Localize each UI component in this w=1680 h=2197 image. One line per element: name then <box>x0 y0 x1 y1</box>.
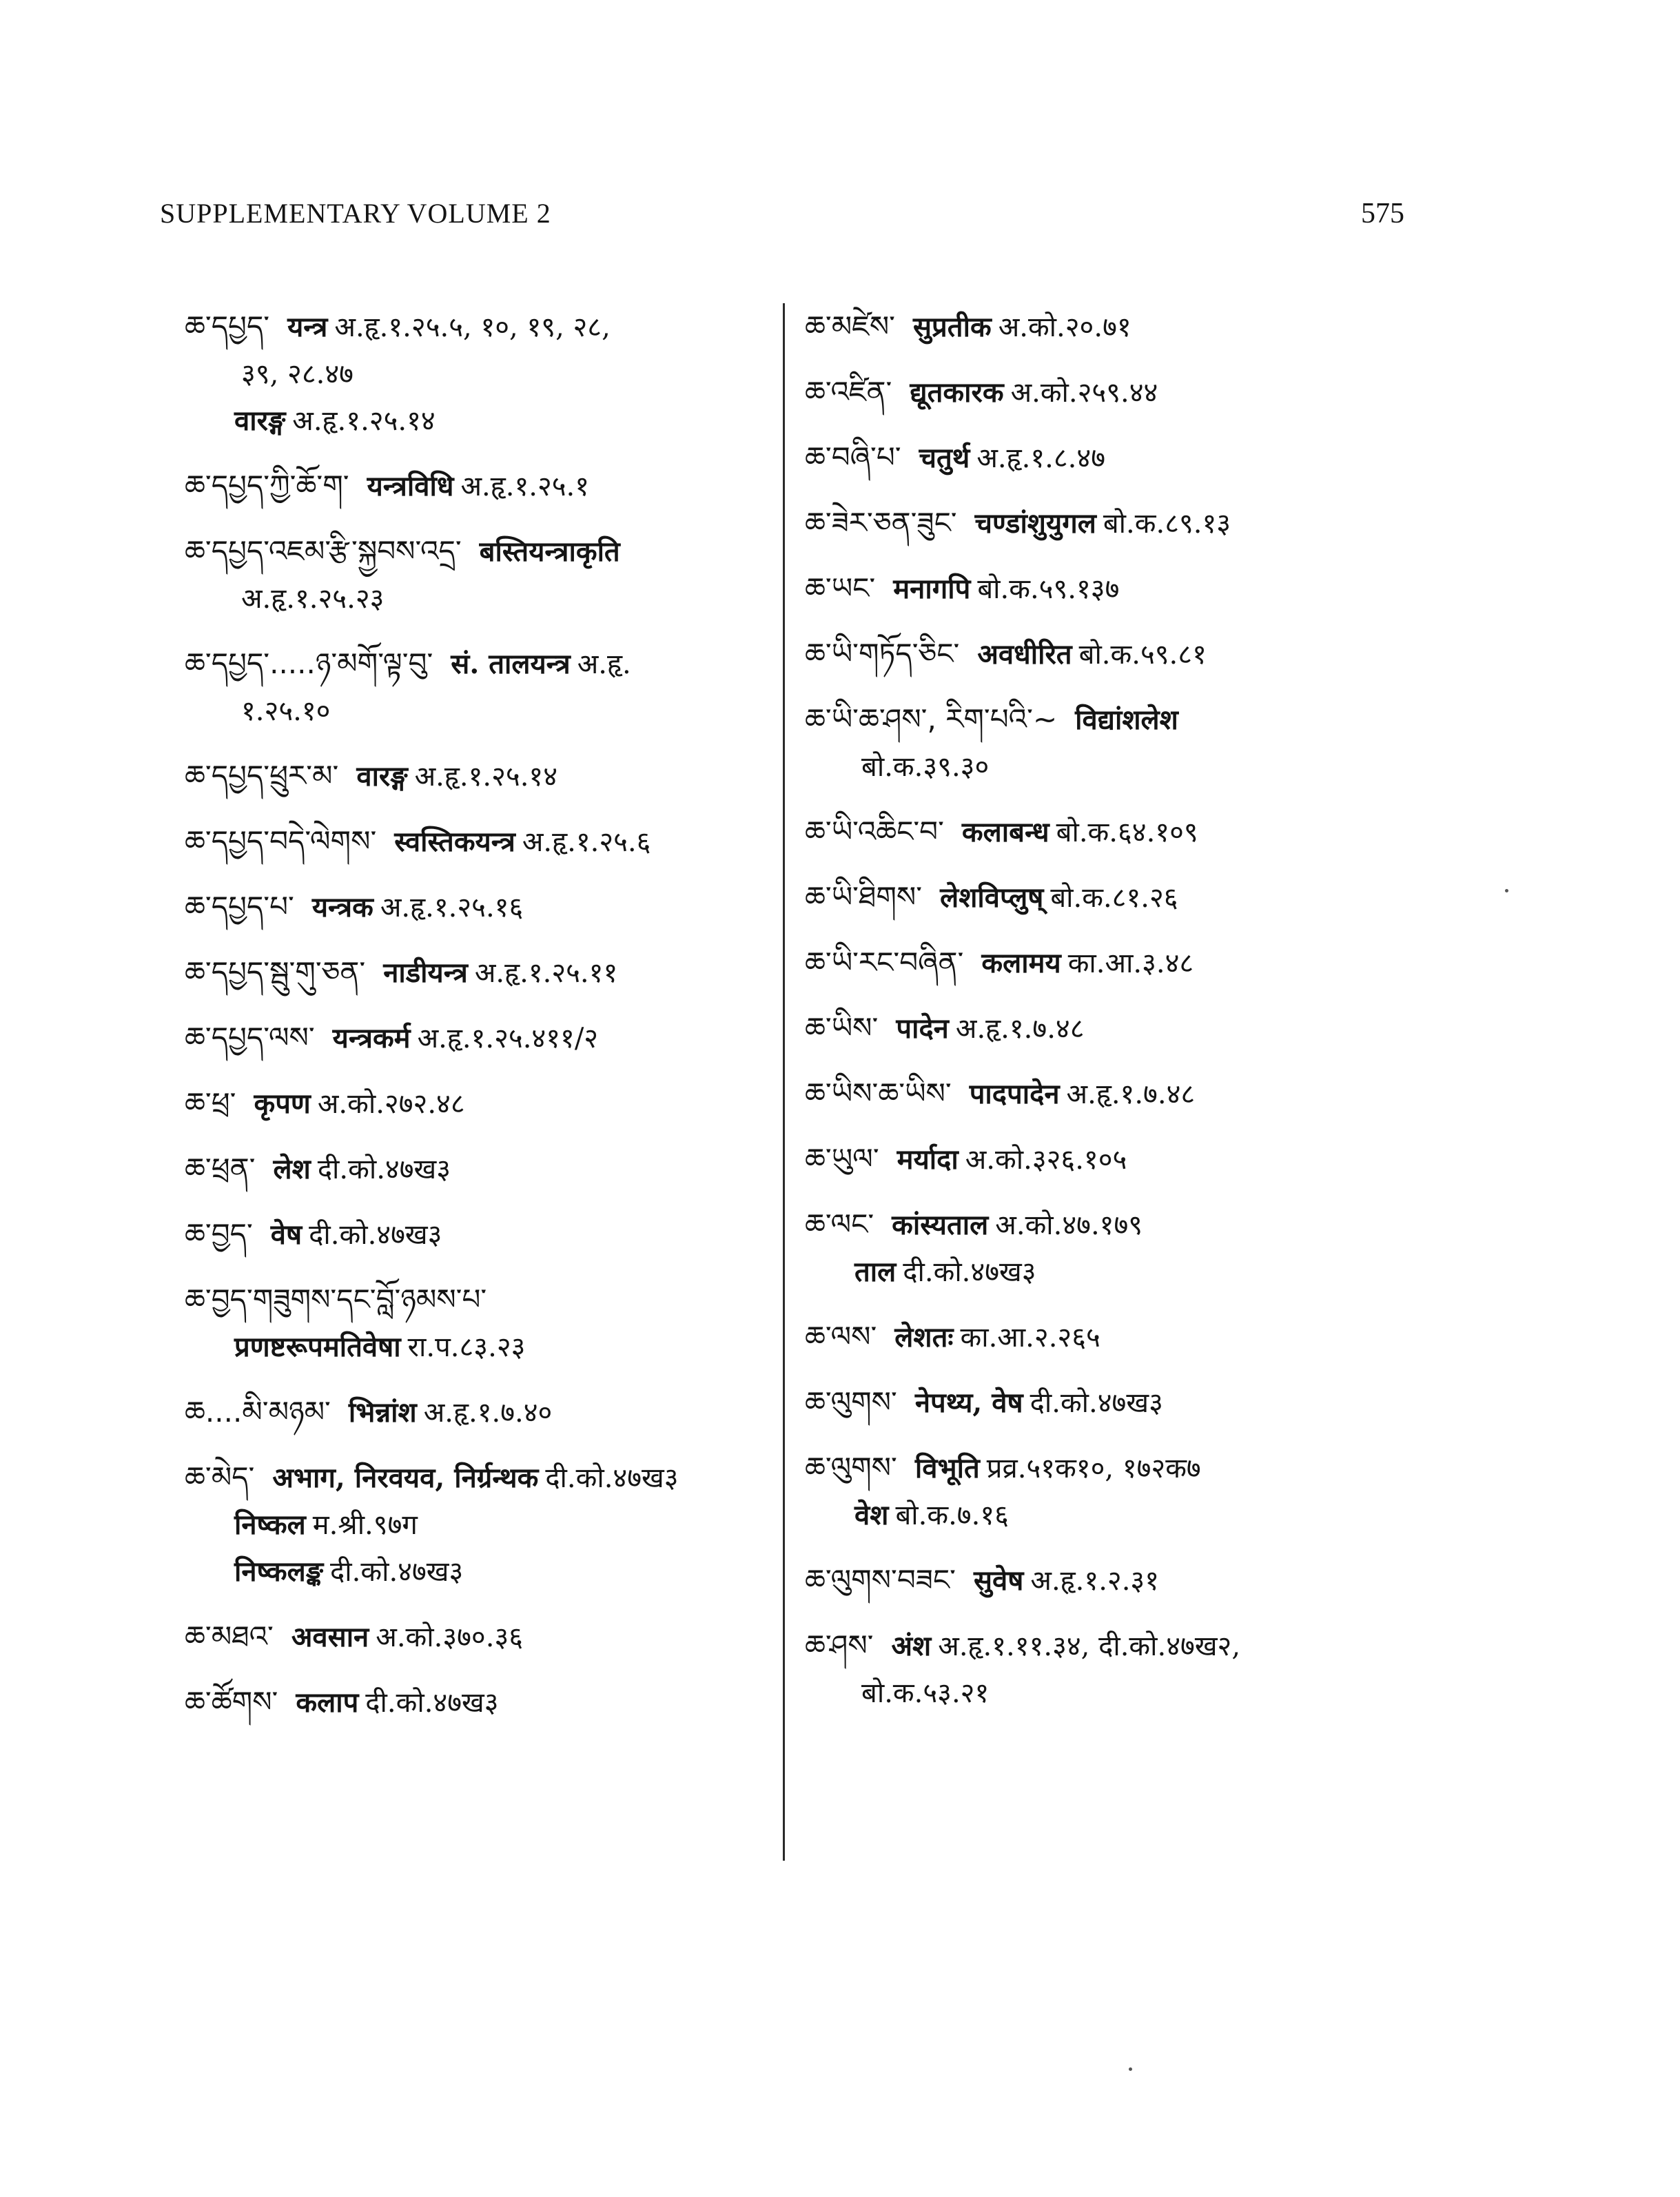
continuation-line <box>185 398 770 444</box>
sanskrit-equivalent: यन्त्रविधि <box>367 470 454 502</box>
sanskrit-equivalent: पादपादेन <box>969 1078 1060 1110</box>
tibetan-headword: ཆ་དཔྱད་བདེ་ལེགས་ <box>185 824 377 858</box>
source-reference: अ.को.४७.१७९ <box>995 1209 1143 1241</box>
dictionary-entry <box>185 1679 770 1726</box>
dictionary-entry <box>185 1080 770 1127</box>
dictionary-entry <box>805 369 1425 416</box>
continuation-line <box>805 1492 1425 1539</box>
tibetan-headword: ཆ་དཔྱད་.....ཉ་མགོ་ལྟ་བུ་ <box>185 646 433 680</box>
continuation-line <box>185 575 770 622</box>
dictionary-entry <box>805 1314 1425 1361</box>
source-reference: बो.क.८१.२६ <box>1050 882 1178 914</box>
source-reference: अ.हृ.१.२५.१६ <box>380 892 524 923</box>
source-reference: अ.हृ.१.२५.५, १०, १९, २८, <box>334 311 611 343</box>
tibetan-headword: ཆ་དཔྱད་ཀྱི་ཆོ་ག་ <box>185 469 349 502</box>
sanskrit-equivalent: सुप्रतीक <box>913 311 992 343</box>
tibetan-headword: ཆ་ཟེར་ཅན་ཟུང་ <box>805 506 957 540</box>
source-reference: दी.को.४७ख३ <box>545 1462 679 1494</box>
dictionary-entry <box>805 1070 1425 1118</box>
dictionary-entry <box>185 753 770 800</box>
source-reference: ३९, २८.४७ <box>241 358 354 390</box>
source-reference: बो.क.८९.१३ <box>1103 508 1231 540</box>
sanskrit-equivalent: बस्तियन्त्राकृति <box>479 535 620 568</box>
tibetan-headword: ཆ་ལང་ <box>805 1207 874 1241</box>
sanskrit-equivalent: निष्कलङ्क <box>234 1555 324 1588</box>
sanskrit-equivalent: अंश <box>891 1630 932 1662</box>
tibetan-headword: ཆ་ཡུལ་ <box>805 1142 879 1176</box>
dictionary-entry <box>185 303 770 444</box>
tibetan-headword: ཆ་ཡི་འཆིང་བ་ <box>805 815 944 848</box>
sanskrit-equivalent: विद्यांशलेश <box>1075 704 1178 736</box>
tibetan-headword: ཆ་ཡི་ཐིགས་ <box>805 880 923 914</box>
scan-speck <box>1129 2067 1132 2071</box>
source-reference: दी.को.४७ख३ <box>1029 1387 1163 1419</box>
continuation-line <box>185 1549 770 1595</box>
source-reference: अ.हृ.१.२५.६ <box>522 826 651 858</box>
dictionary-entry <box>185 1389 770 1436</box>
source-reference: अ.हृ. <box>577 648 631 680</box>
page-number: 575 <box>1361 198 1404 229</box>
source-reference: १.२५.१० <box>241 695 331 727</box>
sanskrit-equivalent: द्यूतकारक <box>910 376 1004 409</box>
continuation-line <box>185 688 770 735</box>
dictionary-entry <box>805 1444 1425 1539</box>
dictionary-entry <box>185 1613 770 1661</box>
page-header <box>160 197 1404 238</box>
sanskrit-equivalent: यन्त्रकर्म <box>332 1022 411 1054</box>
dictionary-entry <box>185 1014 770 1062</box>
dictionary-entry <box>805 939 1425 987</box>
source-reference: बो.क.५९.८१ <box>1078 639 1207 671</box>
tibetan-headword: ཆ་དཔྱད་ལས་ <box>185 1021 315 1054</box>
tibetan-headword: ཆ་ཚོགས་ <box>185 1685 278 1719</box>
source-reference: प्रव्र.५१क१०, १७२क७ <box>986 1453 1201 1484</box>
source-reference: अ.हृ.१.२.३१ <box>1030 1565 1160 1597</box>
sanskrit-equivalent: सुवेष <box>974 1564 1024 1597</box>
source-reference: दी.को.४७ख३ <box>903 1256 1036 1288</box>
dictionary-entry <box>805 1622 1425 1717</box>
sanskrit-equivalent: अवधीरित <box>977 638 1072 671</box>
dictionary-entry <box>185 640 770 735</box>
tibetan-headword: ཆ....མི་མཉམ་ <box>185 1395 331 1429</box>
dictionary-entry <box>805 1201 1425 1296</box>
dictionary-entry <box>185 462 770 510</box>
source-reference: दी.को.४७ख३ <box>309 1219 442 1251</box>
dictionary-entry <box>805 808 1425 856</box>
source-reference: अ.हृ.१.२५.१४ <box>292 405 436 437</box>
sanskrit-equivalent: विभूति <box>914 1452 980 1484</box>
sanskrit-equivalent: लेश <box>273 1153 311 1185</box>
sanskrit-equivalent: प्रणष्टरूपमतिवेषा <box>234 1331 401 1363</box>
dictionary-entry <box>185 883 770 931</box>
tibetan-headword: ཆ་མེད་ <box>185 1460 255 1494</box>
sanskrit-equivalent: कृपण <box>254 1087 311 1120</box>
dictionary-entry <box>805 1005 1425 1052</box>
dictionary-entry <box>185 1276 770 1371</box>
source-reference: अ.हृ.१.७.४० <box>423 1397 553 1429</box>
sanskrit-equivalent: अवसान <box>291 1621 369 1653</box>
dictionary-entry <box>805 874 1425 921</box>
right-column <box>805 303 1425 1735</box>
running-head: SUPPLEMENTARY VOLUME 2 <box>160 198 551 229</box>
dictionary-entry <box>805 1379 1425 1427</box>
tibetan-headword: ཆ་དཔྱད་པ་ <box>185 890 294 923</box>
source-reference: अ.को.२०.७१ <box>998 311 1131 343</box>
source-reference: बो.क.५३.२१ <box>861 1677 990 1709</box>
tibetan-headword: ཆ་ལས་ <box>805 1320 877 1353</box>
tibetan-headword: ཆ་དཔྱད་ཕྲུར་མ་ <box>185 759 339 793</box>
tibetan-headword: ཆ་ཕྲན་ <box>185 1152 256 1185</box>
sanskrit-equivalent: वेश <box>854 1499 889 1531</box>
sanskrit-equivalent: पादेन <box>896 1012 949 1045</box>
sanskrit-equivalent: ताल <box>854 1256 897 1288</box>
left-column <box>185 303 770 1744</box>
dictionary-entry <box>185 818 770 866</box>
tibetan-headword: ཆ་ལུགས་ <box>805 1451 897 1484</box>
dictionary-entry <box>185 949 770 997</box>
tibetan-headword: ཆ་ཡིས་ཆ་ཡིས་ <box>805 1076 952 1110</box>
continuation-line <box>185 351 770 398</box>
tibetan-headword: ཆ་ལུགས་ <box>805 1385 897 1419</box>
tibetan-headword: ཆ་ཡི་ཆ་ཤས་, རིག་པའི་~ <box>805 702 1058 736</box>
sanskrit-equivalent: यन्त्रक <box>311 891 373 923</box>
source-reference: दी.को.४७ख३ <box>317 1154 451 1185</box>
source-reference: दी.को.४७ख३ <box>365 1687 499 1719</box>
sanskrit-equivalent: कांस्यताल <box>892 1209 989 1241</box>
source-reference: का.आ.२.२६५ <box>960 1322 1100 1353</box>
tibetan-headword: ཆ་ཡི་གཏོད་ཅིང་ <box>805 637 960 671</box>
tibetan-headword: ཆ་དཔྱད་སྦུ་གུ་ཅན་ <box>185 955 366 989</box>
sanskrit-equivalent: स्वस्तिकयन्त्र <box>394 826 515 858</box>
sanskrit-equivalent: निष्कल <box>234 1509 306 1541</box>
tibetan-headword: ཆ་བཞི་པ་ <box>805 440 901 474</box>
source-reference: म.श्री.९७ग <box>312 1509 418 1541</box>
source-reference: अ.हृ.१.२५.१४ <box>414 761 558 793</box>
sanskrit-equivalent: नेपथ्य, वेष <box>914 1387 1023 1419</box>
tibetan-headword: ཆ་མཐའ་ <box>185 1619 274 1653</box>
tibetan-headword: ཆ་དཔྱད་ <box>185 309 270 343</box>
dictionary-entry <box>805 303 1425 351</box>
sanskrit-equivalent: लेशतः <box>894 1321 954 1353</box>
source-reference: अ.हृ.१.२५.४११/२ <box>417 1023 599 1054</box>
tibetan-headword: ཆ་ཡི་རང་བཞིན་ <box>805 946 964 979</box>
dictionary-entry <box>805 500 1425 547</box>
dictionary-entry <box>185 1145 770 1193</box>
continuation-line <box>805 744 1425 790</box>
sanskrit-equivalent: कलाप <box>296 1686 359 1719</box>
sanskrit-equivalent: भिन्नांश <box>348 1396 417 1429</box>
source-reference: अ.हृ.१.२५.११ <box>474 957 618 989</box>
tibetan-headword: ཆ་མཛེས་ <box>805 309 895 343</box>
dictionary-entry <box>805 434 1425 482</box>
source-reference: अ.हृ.१.७.४८ <box>955 1013 1085 1045</box>
source-reference: रा.प.८३.२३ <box>407 1331 526 1363</box>
source-reference: बो.क.७.१६ <box>895 1500 1009 1531</box>
sanskrit-equivalent: वारङ्ग <box>356 760 408 793</box>
source-reference: अ.को.२५९.४४ <box>1010 377 1158 409</box>
sanskrit-equivalent: वेष <box>270 1218 303 1251</box>
dictionary-entry <box>185 1454 770 1595</box>
continuation-line <box>185 1502 770 1549</box>
source-reference: अ.हृ.१.११.३४, दी.को.४७ख२, <box>938 1631 1241 1662</box>
tibetan-headword: ཆ་བྱད་གཟུགས་དང་བློ་ཉམས་པ་ <box>185 1283 487 1316</box>
tibetan-headword: ཆ་ཡང་ <box>805 571 876 605</box>
sanskrit-equivalent: नाडीयन्त्र <box>383 957 468 989</box>
sanskrit-equivalent: अभाग, निरवयव, निर्ग्रन्थक <box>272 1462 539 1494</box>
sanskrit-equivalent: चण्डांशुयुगल <box>974 507 1096 540</box>
dictionary-entry <box>805 631 1425 678</box>
dictionary-entry <box>805 696 1425 790</box>
sanskrit-equivalent: मनागपि <box>893 573 971 605</box>
source-reference: बो.क.३९.३० <box>861 751 990 783</box>
dictionary-entry <box>805 565 1425 613</box>
source-reference: अ.को.३७०.३६ <box>376 1622 524 1653</box>
tibetan-headword: ཆ་བྱད་ <box>185 1217 253 1251</box>
source-reference: दी.को.४७ख३ <box>330 1556 464 1588</box>
scan-speck <box>1505 889 1508 892</box>
source-reference: बो.क.६४.१०९ <box>1056 817 1198 848</box>
tibetan-headword: ཆ་ཡིས་ <box>805 1011 879 1045</box>
source-reference: अ.हृ.१.२५.१ <box>460 471 590 502</box>
dictionary-entry <box>805 1557 1425 1604</box>
continuation-line <box>185 1324 770 1371</box>
source-reference: का.आ.३.४८ <box>1067 948 1194 979</box>
dictionary-entry <box>185 1211 770 1258</box>
sanskrit-equivalent: सं. तालयन्त्र <box>451 648 571 680</box>
tibetan-headword: ཆ་འཛིན་ <box>805 375 892 409</box>
continuation-line <box>805 1249 1425 1296</box>
source-reference: अ.हृ.१.२५.२३ <box>241 583 385 615</box>
sanskrit-equivalent: चतुर्थ <box>919 442 970 474</box>
source-reference: बो.क.५९.१३७ <box>977 573 1120 605</box>
sanskrit-equivalent: यन्त्र <box>287 311 328 343</box>
tibetan-headword: ཆ་ཤས་ <box>805 1628 874 1662</box>
dictionary-entry <box>185 528 770 622</box>
dictionary-entry <box>805 1136 1425 1183</box>
sanskrit-equivalent: लेशविप्लुष् <box>940 881 1044 914</box>
tibetan-headword: ཆ་ཕྲ་ <box>185 1086 236 1120</box>
source-reference: अ.को.२७२.४८ <box>317 1088 465 1120</box>
source-reference: अ.हृ.१.८.४७ <box>976 442 1105 474</box>
column-divider <box>783 303 785 1861</box>
sanskrit-equivalent: कलामय <box>981 947 1061 979</box>
tibetan-headword: ཆ་ལུགས་བཟང་ <box>805 1563 956 1597</box>
source-reference: अ.को.३२६.१०५ <box>965 1144 1127 1176</box>
sanskrit-equivalent: मर्यादा <box>897 1143 959 1176</box>
source-reference: अ.हृ.१.७.४८ <box>1066 1079 1196 1110</box>
tibetan-headword: ཆ་དཔྱད་འཇམ་རྩི་སྐྱབས་འདྲ་ <box>185 534 462 568</box>
continuation-line <box>805 1670 1425 1717</box>
sanskrit-equivalent: कलाबन्ध <box>961 816 1049 848</box>
sanskrit-equivalent: वारङ्ग <box>234 405 286 437</box>
